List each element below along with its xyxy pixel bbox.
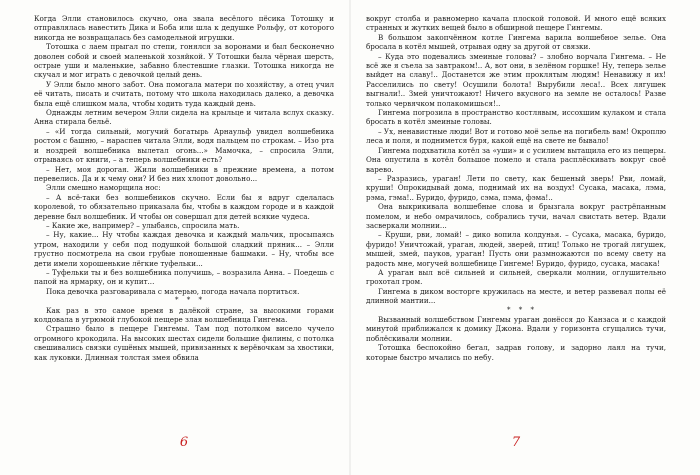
right-paragraph: – Ух, ненавистные люди! Вот и готово моё зелье на погибель вам! Окроплю леса и поля, и поднимется буря, какой ещё на свете не бывало! — [366, 126, 666, 146]
right-paragraph: вокруг столба и равномерно качала плоской головой. И много ещё всяких странных и жутких вещей было в обширной пещере Гингемы. — [366, 14, 666, 33]
right-paragraph: Гингема в диком восторге кружилась на месте, и ветер развевал полы её длинной мантии... — [366, 286, 666, 306]
section-separator: * * * — [507, 305, 537, 314]
left-paragraph: Тотошка с лаем прыгал по степи, гонялся за воронами и был бесконечно доволен собой и своей маленькой хозяйкой. У Тотошки была чёрная шерсть, острые уши и маленькие, забавно блестевшие глазки. Тотошка никогда не скучал и мог играть с девочкой целый день. — [34, 42, 334, 80]
left-paragraph: – Туфельки ты и без волшебника получишь, – возразила Анна. – Поедешь с папой на ярмарку, он и купит... — [34, 267, 334, 287]
left-paragraph: Элли смешно наморщила нос: — [46, 183, 161, 193]
left-paragraph: – «И тогда сильный, могучий богатырь Арнаульф увидел волшебника ростом с башню, – нараспев читала Элли, водя пальцем по строкам. – Изо рта и ноздрей волшебника вылетал огонь...» Мамочка, – спросила Элли, отрываясь от книги, – а теперь волшебники есть? — [34, 126, 334, 165]
right-paragraph: – Куда это подевались змеиные головы? – злобно ворчала Гингема. – Не всё же я съела за завтраком!.. А, вот они, в зелёном горшке! Ну, теперь зелье выйдет на славу!.. Достанется же этим проклятым людям! Ненавижу я их! Расселились по свету! Осушили болота! Вырубили леса!.. Всех лягушек выгнали!.. Змей уничтожают! Ничего вкусного на земле не осталось! Разве только червячком полакомишься!.. — [366, 51, 666, 108]
right-paragraph: Тотошка беспокойно бегал, задрав голову, и задорно лаял на тучи, которые быстро мчались по небу. — [366, 343, 666, 362]
page-number-right: 7 — [511, 435, 521, 450]
left-paragraph: У Элли было много забот. Она помогала матери по хозяйству, а отец учил её читать, писать и считать, потому что школа находилась далеко, а девочка была ещё слишком мала, чтобы ходить туда каждый день. — [34, 79, 334, 108]
left-paragraph: – Какие же, например? – улыбаясь, спросила мать. — [46, 220, 240, 230]
left-paragraph: – Нет, моя дорогая. Жили волшебники в прежние времена, а потом перевелись. Да и к чему они? И без них хлопот довольно... — [34, 164, 334, 183]
page-number-left: 6 — [179, 435, 189, 450]
right-paragraph: А ураган выл всё сильней и сильней, сверкали молнии, оглушительно грохотал гром. — [366, 267, 666, 287]
right-paragraph: Она выкрикивала волшебные слова и брызгала вокруг растрёпанным помелом, и небо омрачилось, собрались тучи, начал свистать ветер. Вдали засверкали молнии... — [366, 202, 666, 230]
right-paragraph: Гингема подхватила котёл за «уши» и с усилием вытащила его из пещеры. Она опустила в котёл большое помело и стала расплёскивать вокруг своё варево. — [366, 145, 666, 174]
section-separator: * * * — [175, 296, 205, 305]
left-paragraph: – А всё-таки без волшебников скучно. Если бы я вдруг сделалась королевой, то обязательно приказала бы, чтобы в каждом городе и в каждой деревне был волшебник. И чтобы он совершал для детей всякие чудеса. — [34, 192, 334, 221]
left-paragraph: Однажды летним вечером Элли сидела на крыльце и читала вслух сказку. Анна стирала бельё. — [34, 108, 334, 127]
right-paragraph: – Круши, рви, ломай! – дико вопила колдунья. – Сусака, масака, буридо, фуридо! Уничтожай, ураган, людей, зверей, птиц! Только не трогай лягушек, мышей, змей, пауков, ураган! Пусть они размножаются по всему свету на радость мне, могучей волшебнице Гингеме! Буридо, фуридо, сусака, масака! — [366, 230, 666, 268]
left-paragraph: Страшно было в пещере Гингемы. Там под потолком висело чучело огромного крокодила. На высоких шестах сидели большие филины, с потолка свешивались связки сушёных мышей, привязанных к верёвочкам за хвостики, как луковки. Длинная толстая змея обвила — [34, 324, 334, 362]
right-paragraph: – Разразись, ураган! Лети по свету, как бешеный зверь! Рви, ломай, круши! Опрокидывай дома, поднимай их на воздух! Сусака, масака, лэма, рэма, гэма!.. Буридо, фуридо, сэма, пэма, фэма!.. — [366, 173, 666, 202]
left-paragraph: Когда Элли становилось скучно, она звала весёлого пёсика Тотошку и отправлялась навестить Дика и Боба или шла к дедушке Рольфу, от которого никогда не возвращалась без самодельной игрушки. — [34, 14, 334, 42]
left-paragraph: Как раз в это самое время в далёкой стране, за высокими горами колдовала в угрюмой глубокой пещере злая волшебница Гингема. — [34, 305, 334, 324]
page-gutter — [349, 0, 351, 475]
left-page — [34, 14, 334, 462]
right-paragraph: В большом закопчённом котле Гингема варила волшебное зелье. Она бросала в котёл мышей, отрывая одну за другой от связки. — [366, 32, 666, 52]
left-paragraph: – Ну, какие... Ну чтобы каждая девочка и каждый мальчик, просыпаясь утром, находили у себя под подушкой большой сладкий пряник... – Элли грустно посмотрела на свои грубые поношенные башмаки. – Ну, чтобы все дети имели хорошенькие лёгкие туфельки... — [34, 230, 334, 268]
left-paragraph: Пока девочка разговаривала с матерью, погода начала портиться. — [46, 286, 300, 296]
right-page — [366, 14, 666, 462]
right-paragraph: Гингема погрозила в пространство костлявым, иссохшим кулаком и стала бросать в котёл змеиные головы. — [366, 108, 666, 127]
right-paragraph: Вызванный волшебством Гингемы ураган донёсся до Канзаса и с каждой минутой приближался к домику Джона. Вдали у горизонта сгущались тучи, поблёскивали молнии. — [366, 315, 666, 343]
